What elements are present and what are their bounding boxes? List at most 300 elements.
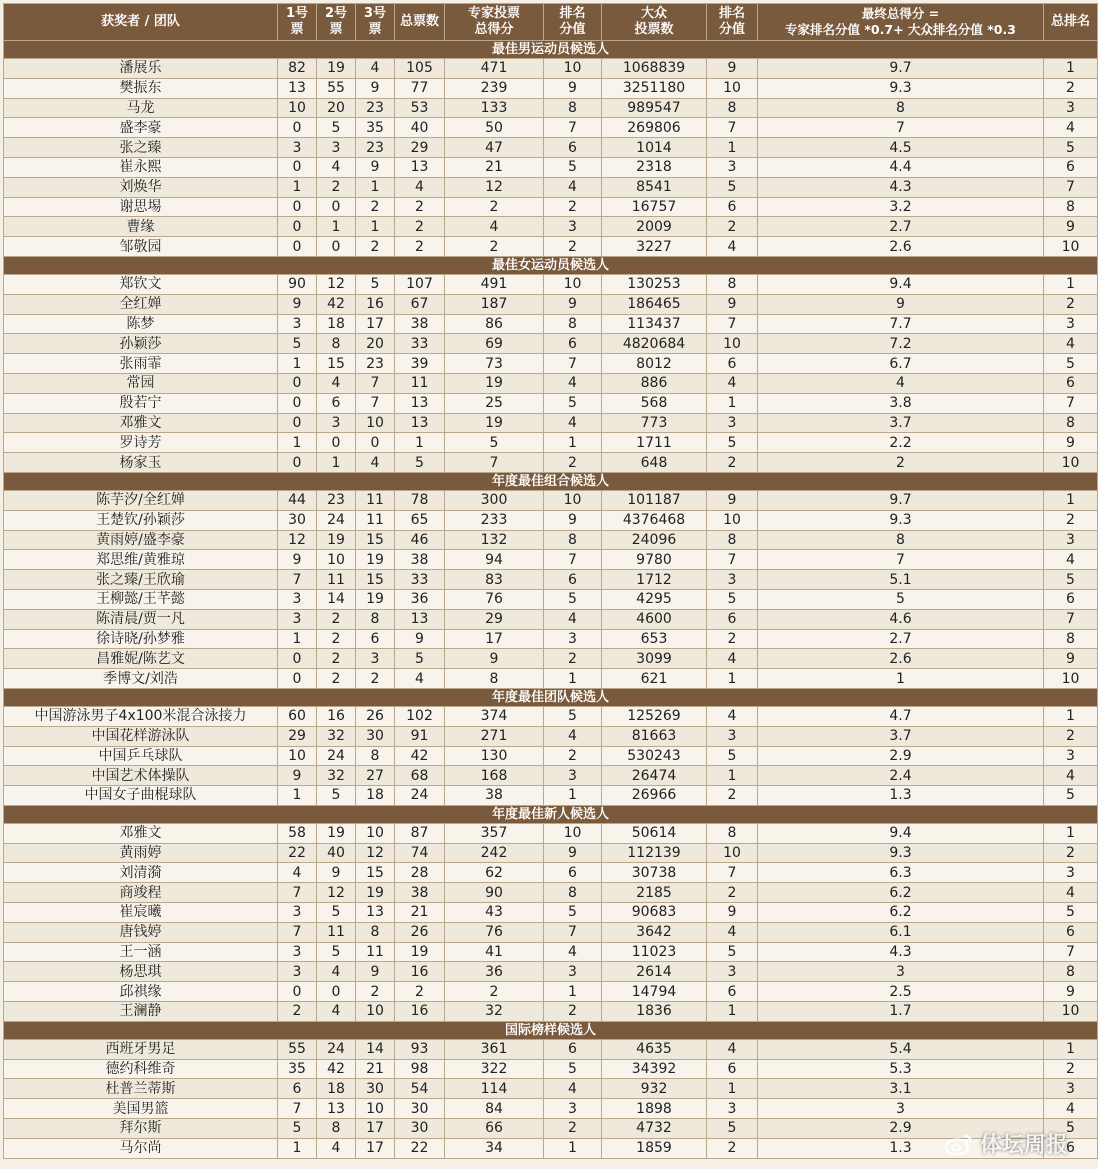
cell-vote-2: 6	[317, 393, 356, 413]
cell-total-votes: 30	[395, 1119, 445, 1139]
cell-expert-score: 271	[445, 726, 544, 746]
table-row	[4, 746, 1098, 766]
cell-expert-score: 132	[445, 530, 544, 550]
cell-vote-1: 3	[278, 609, 317, 629]
cell-total-votes: 38	[395, 550, 445, 570]
cell-public-votes: 186465	[602, 294, 707, 314]
cell-total-votes: 53	[395, 98, 445, 118]
cell-overall-rank: 5	[1044, 903, 1098, 923]
table-row	[4, 629, 1098, 649]
cell-public-votes: 621	[602, 669, 707, 689]
cell-vote-1: 0	[278, 413, 317, 433]
cell-public-votes: 1711	[602, 433, 707, 453]
cell-public-votes: 1712	[602, 570, 707, 590]
cell-overall-rank: 5	[1044, 1119, 1098, 1139]
cell-expert-score: 233	[445, 510, 544, 530]
cell-public-votes: 130253	[602, 274, 707, 294]
cell-total-votes: 38	[395, 314, 445, 334]
cell-rank-score: 4	[544, 413, 602, 433]
cell-final-score: 1.3	[758, 1138, 1044, 1158]
cell-name: 谢思埸	[4, 197, 278, 217]
cell-vote-1: 7	[278, 1099, 317, 1119]
cell-rank-score-2: 7	[707, 118, 758, 138]
cell-overall-rank: 2	[1044, 510, 1098, 530]
cell-name: 盛李豪	[4, 118, 278, 138]
cell-public-votes: 1836	[602, 1002, 707, 1022]
cell-overall-rank: 2	[1044, 843, 1098, 863]
cell-vote-1: 6	[278, 1079, 317, 1099]
cell-final-score: 9.4	[758, 274, 1044, 294]
cell-vote-1: 7	[278, 570, 317, 590]
cell-public-votes: 113437	[602, 314, 707, 334]
cell-rank-score: 10	[544, 274, 602, 294]
cell-rank-score-2: 3	[707, 157, 758, 177]
cell-expert-score: 19	[445, 373, 544, 393]
cell-public-votes: 3227	[602, 237, 707, 257]
cell-public-votes: 24096	[602, 530, 707, 550]
cell-vote-2: 4	[317, 157, 356, 177]
cell-final-score: 3.7	[758, 726, 1044, 746]
cell-vote-2: 4	[317, 962, 356, 982]
cell-rank-score: 7	[544, 354, 602, 374]
cell-overall-rank: 6	[1044, 922, 1098, 942]
cell-rank-score-2: 9	[707, 59, 758, 79]
cell-expert-score: 187	[445, 294, 544, 314]
cell-total-votes: 13	[395, 393, 445, 413]
cell-rank-score: 2	[544, 1119, 602, 1139]
cell-vote-3: 19	[356, 589, 395, 609]
cell-vote-2: 23	[317, 490, 356, 510]
cell-overall-rank: 9	[1044, 649, 1098, 669]
table-row	[4, 510, 1098, 530]
cell-rank-score: 1	[544, 1138, 602, 1158]
cell-final-score: 3.7	[758, 413, 1044, 433]
cell-rank-score: 4	[544, 373, 602, 393]
cell-overall-rank: 8	[1044, 629, 1098, 649]
header-vote-1: 1号 票	[278, 4, 317, 41]
cell-name: 黄雨婷	[4, 843, 278, 863]
cell-rank-score-2: 5	[707, 1119, 758, 1139]
cell-vote-2: 16	[317, 706, 356, 726]
cell-overall-rank: 3	[1044, 746, 1098, 766]
cell-overall-rank: 1	[1044, 274, 1098, 294]
cell-overall-rank: 5	[1044, 354, 1098, 374]
cell-final-score: 8	[758, 98, 1044, 118]
table-row	[4, 59, 1098, 79]
cell-rank-score-2: 6	[707, 982, 758, 1002]
cell-final-score: 7	[758, 550, 1044, 570]
cell-public-votes: 1859	[602, 1138, 707, 1158]
cell-rank-score: 2	[544, 649, 602, 669]
cell-final-score: 4.5	[758, 138, 1044, 158]
cell-vote-1: 1	[278, 433, 317, 453]
cell-total-votes: 22	[395, 1138, 445, 1158]
cell-overall-rank: 7	[1044, 609, 1098, 629]
cell-total-votes: 38	[395, 883, 445, 903]
cell-vote-1: 0	[278, 237, 317, 257]
cell-vote-2: 2	[317, 177, 356, 197]
cell-vote-2: 13	[317, 1099, 356, 1119]
cell-final-score: 9	[758, 294, 1044, 314]
cell-overall-rank: 1	[1044, 490, 1098, 510]
cell-vote-1: 58	[278, 823, 317, 843]
table-row	[4, 490, 1098, 510]
cell-final-score: 6.3	[758, 863, 1044, 883]
cell-total-votes: 107	[395, 274, 445, 294]
cell-vote-3: 19	[356, 883, 395, 903]
cell-final-score: 2.6	[758, 237, 1044, 257]
cell-expert-score: 374	[445, 706, 544, 726]
cell-vote-1: 4	[278, 863, 317, 883]
cell-vote-3: 1	[356, 217, 395, 237]
cell-vote-3: 5	[356, 274, 395, 294]
cell-overall-rank: 3	[1044, 314, 1098, 334]
cell-rank-score: 9	[544, 78, 602, 98]
cell-final-score: 2.6	[758, 649, 1044, 669]
cell-rank-score-2: 6	[707, 609, 758, 629]
cell-vote-2: 8	[317, 334, 356, 354]
header-vote-2: 2号 票	[317, 4, 356, 41]
cell-expert-score: 62	[445, 863, 544, 883]
cell-overall-rank: 8	[1044, 962, 1098, 982]
table-row	[4, 942, 1098, 962]
cell-rank-score-2: 10	[707, 843, 758, 863]
cell-rank-score: 3	[544, 766, 602, 786]
cell-vote-3: 10	[356, 1002, 395, 1022]
cell-rank-score: 1	[544, 982, 602, 1002]
cell-overall-rank: 4	[1044, 1099, 1098, 1119]
cell-overall-rank: 9	[1044, 433, 1098, 453]
cell-public-votes: 50614	[602, 823, 707, 843]
cell-vote-3: 15	[356, 863, 395, 883]
header-final-score: 最终总得分 = 专家排名分值 *0.7+ 大众排名分值 *0.3	[758, 4, 1044, 41]
cell-rank-score: 2	[544, 746, 602, 766]
cell-expert-score: 2	[445, 237, 544, 257]
cell-rank-score-2: 3	[707, 726, 758, 746]
cell-vote-1: 82	[278, 59, 317, 79]
cell-name: 张雨霏	[4, 354, 278, 374]
cell-expert-score: 90	[445, 883, 544, 903]
cell-public-votes: 1014	[602, 138, 707, 158]
table-row	[4, 118, 1098, 138]
cell-final-score: 9.7	[758, 490, 1044, 510]
cell-vote-1: 3	[278, 314, 317, 334]
cell-vote-3: 8	[356, 922, 395, 942]
cell-total-votes: 28	[395, 863, 445, 883]
cell-vote-1: 22	[278, 843, 317, 863]
cell-expert-score: 76	[445, 589, 544, 609]
cell-overall-rank: 6	[1044, 373, 1098, 393]
cell-public-votes: 269806	[602, 118, 707, 138]
cell-vote-1: 3	[278, 138, 317, 158]
cell-total-votes: 16	[395, 962, 445, 982]
cell-final-score: 1	[758, 669, 1044, 689]
cell-public-votes: 8012	[602, 354, 707, 374]
cell-expert-score: 322	[445, 1059, 544, 1079]
cell-public-votes: 2614	[602, 962, 707, 982]
cell-name: 刘清漪	[4, 863, 278, 883]
cell-expert-score: 69	[445, 334, 544, 354]
cell-rank-score: 9	[544, 843, 602, 863]
cell-vote-3: 23	[356, 354, 395, 374]
cell-final-score: 7.7	[758, 314, 1044, 334]
cell-final-score: 3.8	[758, 393, 1044, 413]
cell-vote-2: 3	[317, 413, 356, 433]
cell-overall-rank: 3	[1044, 530, 1098, 550]
table-row	[4, 982, 1098, 1002]
cell-rank-score: 5	[544, 1059, 602, 1079]
cell-vote-1: 13	[278, 78, 317, 98]
cell-name: 王楚钦/孙颖莎	[4, 510, 278, 530]
cell-rank-score: 7	[544, 550, 602, 570]
cell-vote-2: 18	[317, 314, 356, 334]
header-total-votes: 总票数	[395, 4, 445, 41]
cell-rank-score-2: 3	[707, 1099, 758, 1119]
cell-vote-2: 55	[317, 78, 356, 98]
cell-vote-3: 23	[356, 138, 395, 158]
cell-name: 拜尔斯	[4, 1119, 278, 1139]
cell-total-votes: 13	[395, 157, 445, 177]
cell-expert-score: 9	[445, 649, 544, 669]
cell-overall-rank: 8	[1044, 197, 1098, 217]
cell-vote-1: 1	[278, 629, 317, 649]
header-expert-score: 专家投票 总得分	[445, 4, 544, 41]
section-title: 年度最佳新人候选人	[4, 805, 1098, 823]
weibo-icon	[944, 1132, 974, 1156]
cell-expert-score: 50	[445, 118, 544, 138]
table-row	[4, 1079, 1098, 1099]
cell-overall-rank: 4	[1044, 334, 1098, 354]
cell-vote-2: 0	[317, 433, 356, 453]
cell-total-votes: 2	[395, 982, 445, 1002]
cell-vote-3: 16	[356, 294, 395, 314]
table-row	[4, 1002, 1098, 1022]
cell-vote-2: 12	[317, 883, 356, 903]
cell-vote-1: 1	[278, 354, 317, 374]
cell-vote-1: 10	[278, 98, 317, 118]
cell-expert-score: 239	[445, 78, 544, 98]
cell-rank-score-2: 8	[707, 98, 758, 118]
cell-vote-1: 55	[278, 1039, 317, 1059]
table-row	[4, 1039, 1098, 1059]
cell-rank-score: 7	[544, 922, 602, 942]
cell-vote-1: 90	[278, 274, 317, 294]
cell-total-votes: 77	[395, 78, 445, 98]
cell-overall-rank: 5	[1044, 786, 1098, 806]
cell-vote-3: 23	[356, 98, 395, 118]
cell-vote-3: 14	[356, 1039, 395, 1059]
cell-vote-1: 9	[278, 550, 317, 570]
cell-name: 樊振东	[4, 78, 278, 98]
cell-vote-3: 3	[356, 649, 395, 669]
cell-vote-1: 9	[278, 766, 317, 786]
cell-vote-2: 42	[317, 294, 356, 314]
cell-final-score: 3.1	[758, 1079, 1044, 1099]
table-row	[4, 217, 1098, 237]
cell-total-votes: 2	[395, 217, 445, 237]
cell-public-votes: 2318	[602, 157, 707, 177]
cell-total-votes: 65	[395, 510, 445, 530]
cell-rank-score: 5	[544, 903, 602, 923]
cell-vote-2: 2	[317, 609, 356, 629]
table-row	[4, 373, 1098, 393]
cell-rank-score: 9	[544, 294, 602, 314]
table-row	[4, 294, 1098, 314]
cell-vote-1: 9	[278, 294, 317, 314]
header-rank-score: 排名 分值	[544, 4, 602, 41]
cell-public-votes: 14794	[602, 982, 707, 1002]
cell-rank-score-2: 5	[707, 177, 758, 197]
cell-vote-3: 7	[356, 393, 395, 413]
table-row	[4, 883, 1098, 903]
table-row	[4, 570, 1098, 590]
cell-final-score: 2.9	[758, 1119, 1044, 1139]
header-overall-rank: 总排名	[1044, 4, 1098, 41]
cell-vote-3: 18	[356, 786, 395, 806]
cell-rank-score-2: 3	[707, 570, 758, 590]
cell-final-score: 1.7	[758, 1002, 1044, 1022]
cell-public-votes: 4635	[602, 1039, 707, 1059]
cell-rank-score-2: 9	[707, 294, 758, 314]
cell-overall-rank: 10	[1044, 237, 1098, 257]
cell-vote-3: 26	[356, 706, 395, 726]
header-vote-3: 3号 票	[356, 4, 395, 41]
cell-total-votes: 98	[395, 1059, 445, 1079]
cell-total-votes: 39	[395, 354, 445, 374]
cell-rank-score: 6	[544, 1039, 602, 1059]
cell-rank-score: 1	[544, 669, 602, 689]
cell-name: 张之臻	[4, 138, 278, 158]
cell-total-votes: 5	[395, 453, 445, 473]
cell-overall-rank: 10	[1044, 669, 1098, 689]
cell-vote-1: 3	[278, 962, 317, 982]
cell-vote-2: 42	[317, 1059, 356, 1079]
cell-public-votes: 4732	[602, 1119, 707, 1139]
table-row	[4, 433, 1098, 453]
cell-expert-score: 5	[445, 433, 544, 453]
cell-vote-2: 3	[317, 138, 356, 158]
cell-rank-score: 4	[544, 942, 602, 962]
cell-total-votes: 42	[395, 746, 445, 766]
cell-vote-3: 17	[356, 1138, 395, 1158]
cell-vote-1: 30	[278, 510, 317, 530]
section-header	[4, 805, 1098, 823]
cell-final-score: 2	[758, 453, 1044, 473]
cell-name: 中国游泳男子4x100米混合泳接力	[4, 706, 278, 726]
cell-name: 陈梦	[4, 314, 278, 334]
cell-final-score: 9.3	[758, 78, 1044, 98]
cell-public-votes: 932	[602, 1079, 707, 1099]
cell-rank-score: 8	[544, 530, 602, 550]
cell-rank-score: 10	[544, 59, 602, 79]
cell-name: 陈芋汐/全红婵	[4, 490, 278, 510]
cell-vote-3: 10	[356, 413, 395, 433]
section-header	[4, 1021, 1098, 1039]
cell-rank-score-2: 1	[707, 766, 758, 786]
cell-rank-score-2: 7	[707, 550, 758, 570]
cell-total-votes: 26	[395, 922, 445, 942]
cell-vote-3: 17	[356, 314, 395, 334]
cell-expert-score: 361	[445, 1039, 544, 1059]
cell-total-votes: 1	[395, 433, 445, 453]
cell-rank-score-2: 5	[707, 746, 758, 766]
cell-total-votes: 19	[395, 942, 445, 962]
cell-rank-score-2: 2	[707, 786, 758, 806]
cell-total-votes: 21	[395, 903, 445, 923]
cell-expert-score: 8	[445, 669, 544, 689]
cell-expert-score: 300	[445, 490, 544, 510]
cell-vote-2: 4	[317, 1138, 356, 1158]
cell-name: 昌雅妮/陈艺文	[4, 649, 278, 669]
cell-final-score: 3	[758, 1099, 1044, 1119]
section-header	[4, 41, 1098, 59]
cell-overall-rank: 1	[1044, 1039, 1098, 1059]
cell-name: 孙颖莎	[4, 334, 278, 354]
cell-total-votes: 40	[395, 118, 445, 138]
cell-rank-score-2: 1	[707, 669, 758, 689]
cell-expert-score: 2	[445, 197, 544, 217]
cell-vote-3: 10	[356, 823, 395, 843]
cell-public-votes: 3251180	[602, 78, 707, 98]
cell-name: 王一涵	[4, 942, 278, 962]
cell-name: 杨家玉	[4, 453, 278, 473]
cell-rank-score-2: 10	[707, 334, 758, 354]
cell-vote-2: 0	[317, 237, 356, 257]
cell-vote-3: 2	[356, 669, 395, 689]
cell-public-votes: 125269	[602, 706, 707, 726]
cell-vote-2: 24	[317, 746, 356, 766]
cell-expert-score: 66	[445, 1119, 544, 1139]
cell-overall-rank: 3	[1044, 1079, 1098, 1099]
cell-rank-score: 5	[544, 589, 602, 609]
cell-rank-score: 5	[544, 157, 602, 177]
cell-name: 全红婵	[4, 294, 278, 314]
cell-expert-score: 25	[445, 393, 544, 413]
cell-rank-score-2: 7	[707, 863, 758, 883]
cell-rank-score: 10	[544, 823, 602, 843]
cell-rank-score-2: 10	[707, 78, 758, 98]
table-row	[4, 393, 1098, 413]
cell-overall-rank: 3	[1044, 863, 1098, 883]
cell-name: 曹缘	[4, 217, 278, 237]
watermark-text: 体坛周报	[979, 1133, 1068, 1158]
cell-overall-rank: 7	[1044, 942, 1098, 962]
header-rank-score-2: 排名 分值	[707, 4, 758, 41]
cell-name: 常园	[4, 373, 278, 393]
cell-overall-rank: 8	[1044, 413, 1098, 433]
cell-vote-2: 0	[317, 197, 356, 217]
cell-name: 陈清晨/贾一凡	[4, 609, 278, 629]
cell-vote-1: 2	[278, 1002, 317, 1022]
cell-vote-2: 8	[317, 1119, 356, 1139]
cell-overall-rank: 2	[1044, 294, 1098, 314]
cell-vote-2: 11	[317, 922, 356, 942]
cell-public-votes: 112139	[602, 843, 707, 863]
table-row	[4, 314, 1098, 334]
cell-public-votes: 2185	[602, 883, 707, 903]
cell-rank-score: 6	[544, 570, 602, 590]
cell-vote-2: 14	[317, 589, 356, 609]
cell-expert-score: 32	[445, 1002, 544, 1022]
cell-public-votes: 34392	[602, 1059, 707, 1079]
cell-vote-3: 11	[356, 510, 395, 530]
cell-rank-score-2: 5	[707, 433, 758, 453]
cell-vote-2: 32	[317, 766, 356, 786]
cell-final-score: 2.2	[758, 433, 1044, 453]
cell-final-score: 2.4	[758, 766, 1044, 786]
cell-rank-score: 5	[544, 706, 602, 726]
table-row	[4, 766, 1098, 786]
